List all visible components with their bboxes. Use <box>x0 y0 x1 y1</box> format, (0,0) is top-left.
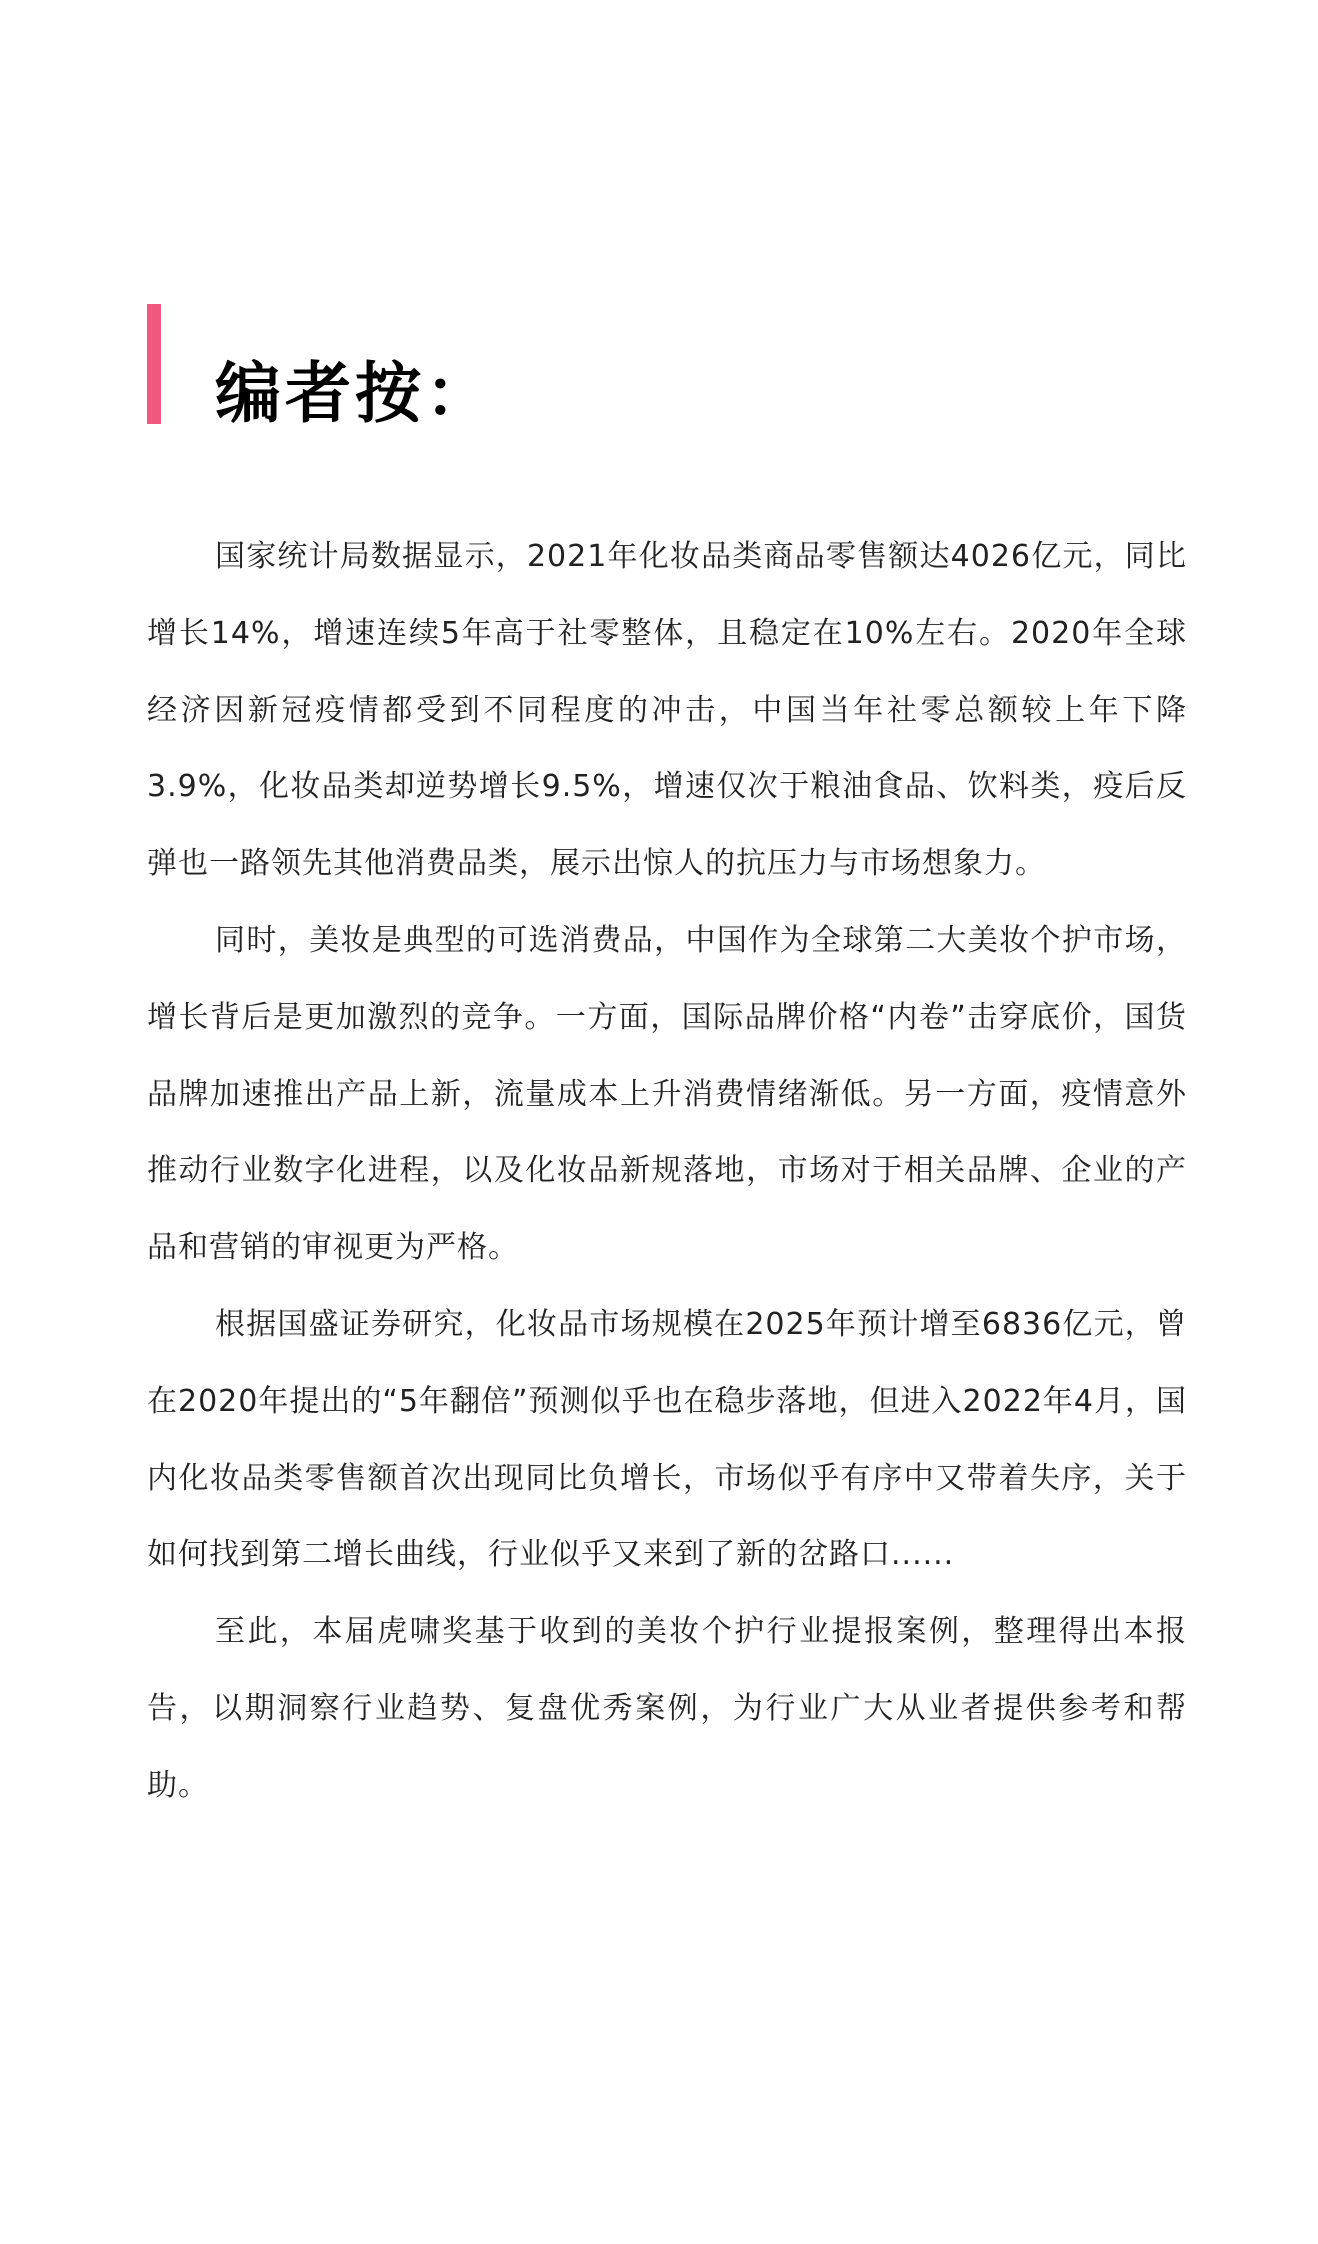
page-title: 编者按： <box>215 354 495 432</box>
paragraph-1: 国家统计局数据显示，2021年化妆品类商品零售额达4026亿元，同比增长14%，增速连续5年高于社零整体，且稳定在10%左右。2020年全球经济因新冠疫情都受到不同程度的冲击，中国当年社零总额较上年下降3.9%，化妆品类却逆势增长9.5%，增速仅次于粮油食品、饮料类，疫后反弹也一路领先其他消费品类，展示出惊人的抗压力与市场想象力。 <box>147 539 1187 882</box>
heading-accent-bar <box>147 304 161 424</box>
paragraph-3: 根据国盛证券研究，化妆品市场规模在2025年预计增至6836亿元，曾在2020年提出的“5年翻倍”预测似乎也在稳步落地，但进入2022年4月，国内化妆品类零售额首次出现同比负增长，市场似乎有序中又带着失序，关于如何找到第二增长曲线，行业似乎又来到了新的岔路口...... <box>147 1306 1187 1573</box>
paragraph-2: 同时，美妆是典型的可选消费品，中国作为全球第二大美妆个护市场，增长背后是更加激烈的竞争。一方面，国际品牌价格“内卷”击穿底价，国货品牌加速推出产品上新，流量成本上升消费情绪渐低。另一方面，疫情意外推动行业数字化进程，以及化妆品新规落地，市场对于相关品牌、企业的产品和营销的审视更为严格。 <box>147 922 1187 1266</box>
paragraph-4: 至此，本届虎啸奖基于收到的美妆个护行业提报案例，整理得出本报告，以期洞察行业趋势、复盘优秀案例，为行业广大从业者提供参考和帮助。 <box>147 1614 1187 1803</box>
editor-note-body <box>147 519 1187 1825</box>
